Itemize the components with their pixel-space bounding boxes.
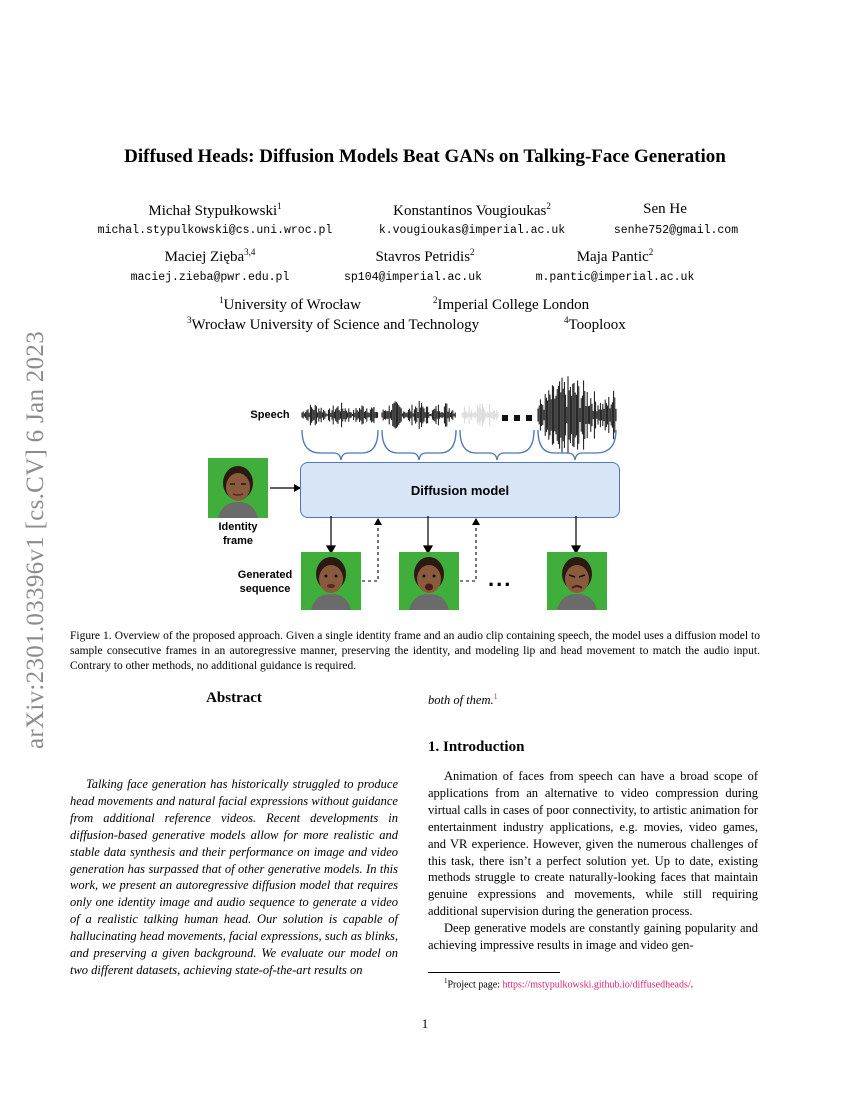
abstract-body: Talking face generation has historically struggled to produce head movements and natural facial expressions without guidance from additional reference videos. Recent developments in diffusion-based generative models allow for more realistic and stable data synthesis and their performance on image and video generation has surpassed that of other generative models. In this work, we present an autoregressive diffusion model that requires only one identity image and audio sequence to generate a video of a realistic talking human head. Our solution is capable of hallucinating head movements, facial expressions, such as blinks, and preserving a given background. We evaluate our model on two different datasets, achieving state-of-the-art results on: [70, 777, 398, 977]
author-name: Konstantinos Vougioukas$^2$: [393, 201, 551, 219]
speech-label: Speech: [250, 409, 290, 421]
author-email[interactable]: sp104@imperial.ac.uk: [343, 271, 483, 284]
generated-frame-image: [399, 552, 459, 610]
identity-frame-image: [208, 458, 268, 518]
identity-label: Identity frame: [218, 521, 258, 547]
author-email[interactable]: senhe752@gmail.com: [613, 224, 739, 237]
paper-title: Diffused Heads: Diffusion Models Beat GANs on Talking-Face Generation: [124, 146, 726, 167]
abstract-continuation: both of them.$^1$: [428, 692, 498, 708]
project-page-link[interactable]: https://mstypulkowski.github.io/diffusedheads/: [502, 979, 691, 991]
author-name: Sen He: [643, 201, 687, 217]
generated-label: Generated sequence: [237, 569, 293, 595]
generated-frame-image: [301, 552, 361, 610]
author-name: Michał Stypułkowski$^1$: [148, 201, 282, 219]
affiliation: $^1$University of Wrocław: [219, 295, 361, 313]
identity-arrow: [268, 480, 302, 496]
arxiv-stamp-text: arXiv:2301.03396v1 [cs.CV] 6 Jan 2023: [22, 331, 49, 749]
waveform-ellipsis: [502, 415, 532, 421]
footnote-marker[interactable]: 1: [493, 692, 498, 701]
arxiv-stamp: [6, 300, 66, 780]
author-email[interactable]: k.vougioukas@imperial.ac.uk: [378, 224, 566, 237]
affiliation: $^2$Imperial College London: [433, 295, 590, 313]
introduction-paragraph: Animation of faces from speech can have a broad scope of applications from an alternative to video compression during virtual calls in cases of poor connectivity, to artistic animation for entertainment industry applications, e.g. movies, video games, and VR experience. However, given the numerous challenges of this task, there isn’t a perfect solution yet. Up to date, existing methods struggle to create naturally-looking faces that maintain genuine expressions and movements, while still requiring additional supervision during the generation process.: [428, 769, 758, 919]
abstract-heading: Abstract: [206, 690, 262, 706]
diffusion-model-box: [300, 462, 620, 518]
author-email[interactable]: m.pantic@imperial.ac.uk: [535, 271, 695, 284]
footnote: $^1$Project page: https://mstypulkowski.github.io/diffusedheads/.: [444, 977, 694, 991]
speech-waveform: [290, 375, 630, 467]
generated-frame-image: [547, 552, 607, 610]
author-name: Stavros Petridis$^2$: [375, 247, 475, 265]
page-number: 1: [421, 1016, 429, 1031]
author-name: Maciej Zięba$^{3,4}$: [164, 247, 256, 265]
introduction-heading: 1. Introduction: [428, 739, 525, 755]
affiliation: $^4$Tooploox: [564, 315, 626, 333]
waveform-segments: [302, 376, 616, 454]
figure-caption: Figure 1. Overview of the proposed approach. Given a single identity frame and an audio clip containing speech, the model uses a diffusion model to sample consecutive frames in an autoregressive manner, preserving the identity, and modeling lip and head movement to match the audio input. Contrary to other methods, no additional guidance is required.: [70, 630, 760, 672]
diffusion-model-label: Diffusion model: [410, 482, 510, 498]
author-email[interactable]: maciej.zieba@pwr.edu.pl: [130, 271, 290, 284]
sequence-ellipsis: ...: [488, 566, 513, 591]
footnote-rule: [428, 972, 560, 973]
author-email[interactable]: michal.stypulkowski@cs.uni.wroc.pl: [97, 224, 333, 237]
author-name: Maja Pantic$^2$: [576, 247, 654, 265]
introduction-body: [428, 768, 758, 954]
affiliation: $^3$Wrocław University of Science and Technology: [187, 315, 480, 333]
introduction-paragraph: Deep generative models are constantly gaining popularity and achieving impressive results in image and video gen-: [428, 921, 758, 953]
